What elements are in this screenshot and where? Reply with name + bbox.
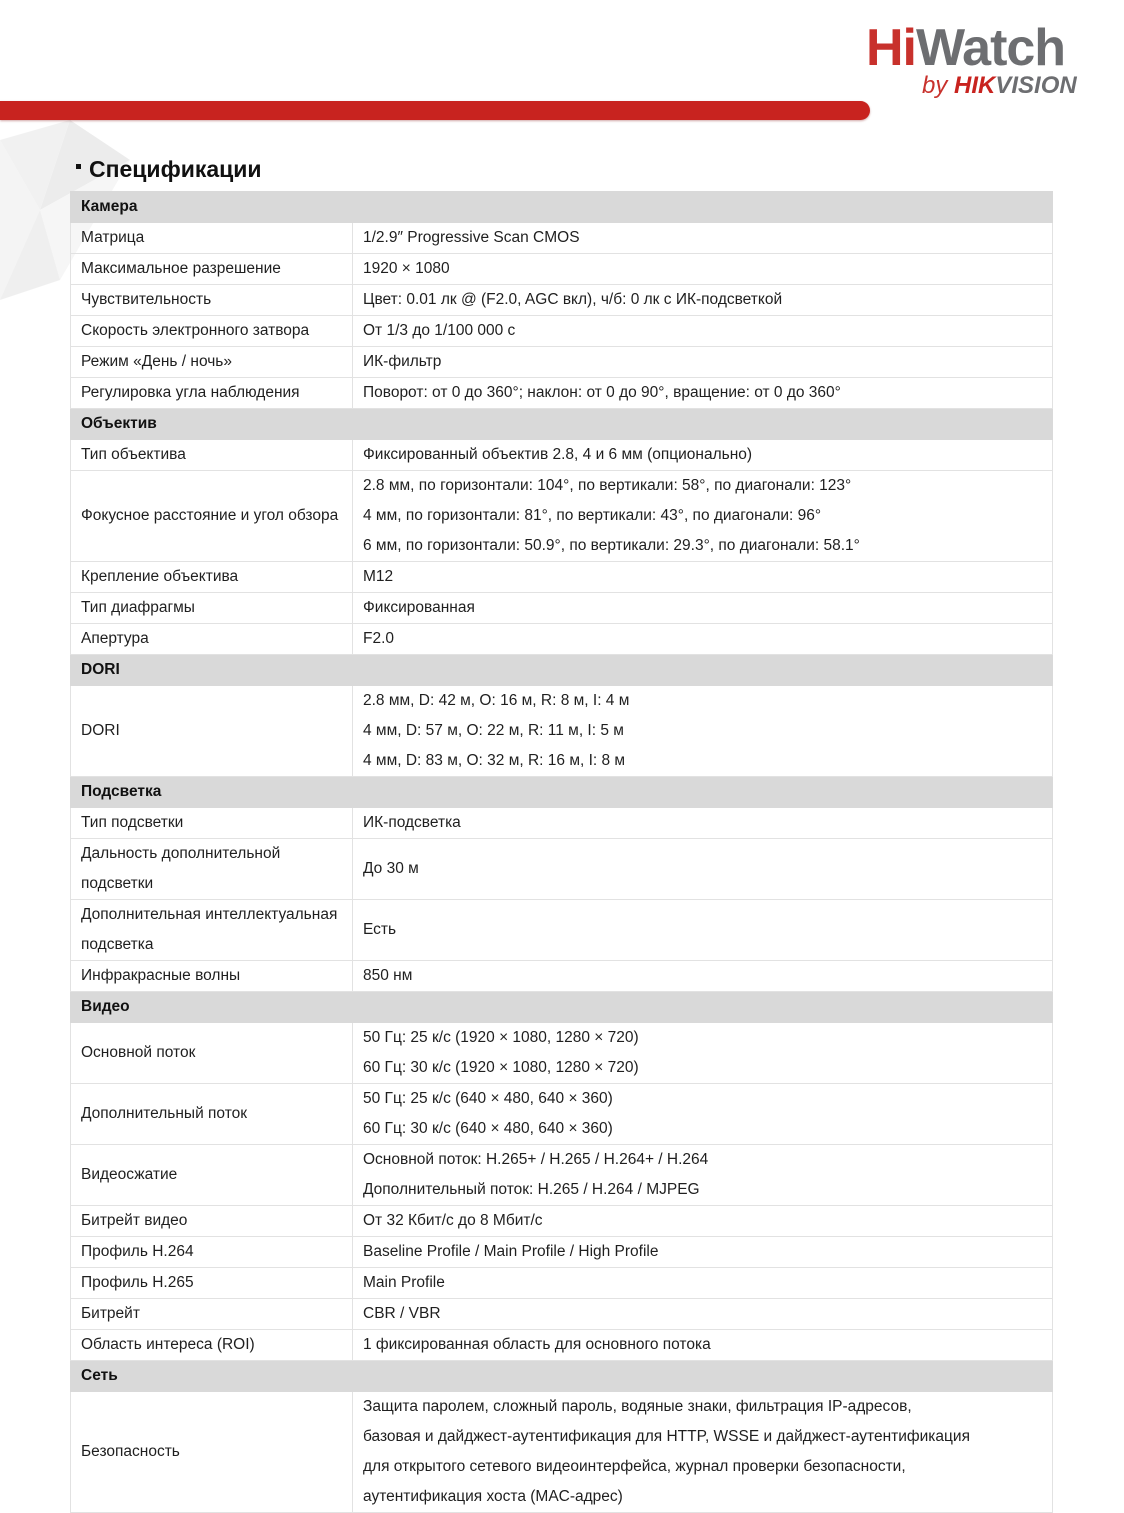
spec-label: Область интереса (ROI) (71, 1330, 353, 1361)
section-title: Камера (71, 192, 1053, 223)
spec-label: Максимальное разрешение (71, 254, 353, 285)
spec-value-line: 2.8 мм, D: 42 м, O: 16 м, R: 8 м, I: 4 м (363, 692, 630, 709)
spec-value-line: Фиксированная (363, 599, 475, 616)
page-title-text: Спецификации (89, 156, 262, 182)
spec-value-line: 1 фиксированная область для основного потока (363, 1336, 711, 1353)
spec-value-line: ИК-фильтр (363, 353, 442, 370)
spec-value-line: 2.8 мм, по горизонтали: 104°, по вертикали: 58°, по диагонали: 123° (363, 477, 852, 494)
spec-value (353, 1206, 1053, 1237)
spec-value-line: 6 мм, по горизонтали: 50.9°, по вертикали: 29.3°, по диагонали: 58.1° (363, 537, 860, 554)
spec-value (353, 440, 1053, 471)
section-header (71, 777, 1053, 808)
spec-value (353, 471, 1053, 562)
spec-row (71, 285, 1053, 316)
spec-label: Профиль H.265 (71, 1268, 353, 1299)
spec-value (353, 223, 1053, 254)
spec-value-line: 1920 × 1080 (363, 260, 450, 277)
spec-label: Крепление объектива (71, 562, 353, 593)
section-header (71, 655, 1053, 686)
spec-value (353, 624, 1053, 655)
spec-row (71, 1206, 1053, 1237)
section-header (71, 409, 1053, 440)
spec-table (70, 191, 1053, 1513)
spec-value (353, 593, 1053, 624)
spec-value-line: ИК-подсветка (363, 814, 461, 831)
page-title (76, 156, 262, 183)
spec-value (353, 1392, 1053, 1513)
spec-label: Режим «День / ночь» (71, 347, 353, 378)
spec-label: DORI (71, 686, 353, 777)
spec-row (71, 839, 1053, 900)
spec-value (353, 316, 1053, 347)
spec-row (71, 378, 1053, 409)
spec-label: Регулировка угла наблюдения (71, 378, 353, 409)
spec-label: Основной поток (71, 1023, 353, 1084)
spec-value-line: Дополнительный поток: H.265 / H.264 / MJPEG (363, 1181, 700, 1198)
spec-value (353, 1268, 1053, 1299)
spec-value-line: 4 мм, D: 57 м, O: 22 м, R: 11 м, I: 5 м (363, 722, 624, 739)
spec-value (353, 961, 1053, 992)
spec-value-line: CBR / VBR (363, 1305, 441, 1322)
spec-label: Битрейт (71, 1299, 353, 1330)
spec-row (71, 961, 1053, 992)
spec-label: Тип подсветки (71, 808, 353, 839)
spec-value (353, 562, 1053, 593)
spec-value (353, 1299, 1053, 1330)
spec-value-line: 50 Гц: 25 к/с (640 × 480, 640 × 360) (363, 1090, 613, 1107)
spec-row (71, 1268, 1053, 1299)
spec-row (71, 593, 1053, 624)
spec-value-line: Защита паролем, сложный пароль, водяные знаки, фильтрация IP-адресов, (363, 1398, 912, 1415)
spec-row (71, 1330, 1053, 1361)
logo-hi-text: Hi (866, 19, 916, 77)
spec-label: Матрица (71, 223, 353, 254)
spec-value (353, 378, 1053, 409)
spec-value-line: Есть (363, 921, 397, 938)
spec-value-line: Baseline Profile / Main Profile / High Profile (363, 1243, 659, 1260)
spec-value-line: От 1/3 до 1/100 000 с (363, 322, 516, 339)
spec-row (71, 1237, 1053, 1268)
spec-row (71, 562, 1053, 593)
spec-row (71, 471, 1053, 562)
spec-value (353, 1145, 1053, 1206)
spec-label: Битрейт видео (71, 1206, 353, 1237)
spec-label: Дальность дополнительной подсветки (71, 839, 353, 900)
spec-value-line: аутентификация хоста (MAC-адрес) (363, 1488, 623, 1505)
spec-value (353, 285, 1053, 316)
logo-watch-text: Watch (916, 19, 1066, 77)
spec-value-line: Main Profile (363, 1274, 445, 1291)
spec-value (353, 900, 1053, 961)
spec-value-line: 1/2.9″ Progressive Scan CMOS (363, 229, 580, 246)
logo-by-text: by (922, 72, 955, 99)
spec-label: Безопасность (71, 1392, 353, 1513)
spec-row (71, 808, 1053, 839)
spec-row (71, 347, 1053, 378)
spec-value-line: F2.0 (363, 630, 395, 647)
spec-row (71, 686, 1053, 777)
spec-label: Чувствительность (71, 285, 353, 316)
spec-value-line: 4 мм, D: 83 м, O: 32 м, R: 16 м, I: 8 м (363, 752, 626, 769)
spec-value-line: 50 Гц: 25 к/с (1920 × 1080, 1280 × 720) (363, 1029, 639, 1046)
spec-label: Видеосжатие (71, 1145, 353, 1206)
bullet-icon (76, 164, 81, 169)
spec-row (71, 1145, 1053, 1206)
spec-row (71, 900, 1053, 961)
spec-label: Профиль H.264 (71, 1237, 353, 1268)
spec-label: Скорость электронного затвора (71, 316, 353, 347)
hiwatch-logo (866, 20, 1096, 102)
spec-value-line: От 32 Кбит/с до 8 Мбит/с (363, 1212, 543, 1229)
spec-value (353, 1237, 1053, 1268)
spec-value (353, 1084, 1053, 1145)
spec-row (71, 1023, 1053, 1084)
spec-value-line: Цвет: 0.01 лк @ (F2.0, AGC вкл), ч/б: 0 лк с ИК-подсветкой (363, 291, 783, 308)
spec-value (353, 254, 1053, 285)
spec-row (71, 1084, 1053, 1145)
spec-value (353, 347, 1053, 378)
spec-value-line: M12 (363, 568, 394, 585)
spec-row (71, 624, 1053, 655)
spec-row (71, 440, 1053, 471)
spec-value-line: базовая и дайджест-аутентификация для HTTP, WSSE и дайджест-аутентификация (363, 1428, 970, 1445)
spec-value (353, 839, 1053, 900)
spec-row (71, 254, 1053, 285)
spec-value (353, 686, 1053, 777)
spec-label: Тип объектива (71, 440, 353, 471)
spec-label: Апертура (71, 624, 353, 655)
spec-value (353, 1330, 1053, 1361)
section-header (71, 192, 1053, 223)
section-title: Сеть (71, 1361, 1053, 1392)
spec-label: Фокусное расстояние и угол обзора (71, 471, 353, 562)
section-header (71, 1361, 1053, 1392)
spec-row (71, 1299, 1053, 1330)
spec-value-line: для открытого сетевого видеоинтерфейса, журнал проверки безопасности, (363, 1458, 906, 1475)
spec-value-line: Поворот: от 0 до 360°; наклон: от 0 до 90°, вращение: от 0 до 360° (363, 384, 841, 401)
spec-value-line: 60 Гц: 30 к/с (640 × 480, 640 × 360) (363, 1120, 613, 1137)
spec-label: Тип диафрагмы (71, 593, 353, 624)
spec-value-line: Фиксированный объектив 2.8, 4 и 6 мм (опционально) (363, 446, 753, 463)
spec-label: Дополнительный поток (71, 1084, 353, 1145)
spec-value-line: 850 нм (363, 967, 413, 984)
section-header (71, 992, 1053, 1023)
logo-hik-text: HIK (954, 72, 996, 99)
section-title: Объектив (71, 409, 1053, 440)
spec-row (71, 316, 1053, 347)
spec-value (353, 808, 1053, 839)
section-title: Видео (71, 992, 1053, 1023)
spec-label: Инфракрасные волны (71, 961, 353, 992)
spec-value-line: Основной поток: H.265+ / H.265 / H.264+ / H.264 (363, 1151, 709, 1168)
spec-row (71, 1392, 1053, 1513)
spec-value (353, 1023, 1053, 1084)
section-title: Подсветка (71, 777, 1053, 808)
logo-vision-text: VISION (995, 72, 1077, 99)
header-red-bar (0, 101, 870, 120)
spec-row (71, 223, 1053, 254)
spec-value-line: До 30 м (363, 860, 419, 877)
spec-label: Дополнительная интеллектуальная подсветка (71, 900, 353, 961)
spec-value-line: 4 мм, по горизонтали: 81°, по вертикали: 43°, по диагонали: 96° (363, 507, 822, 524)
section-title: DORI (71, 655, 1053, 686)
spec-value-line: 60 Гц: 30 к/с (1920 × 1080, 1280 × 720) (363, 1059, 639, 1076)
